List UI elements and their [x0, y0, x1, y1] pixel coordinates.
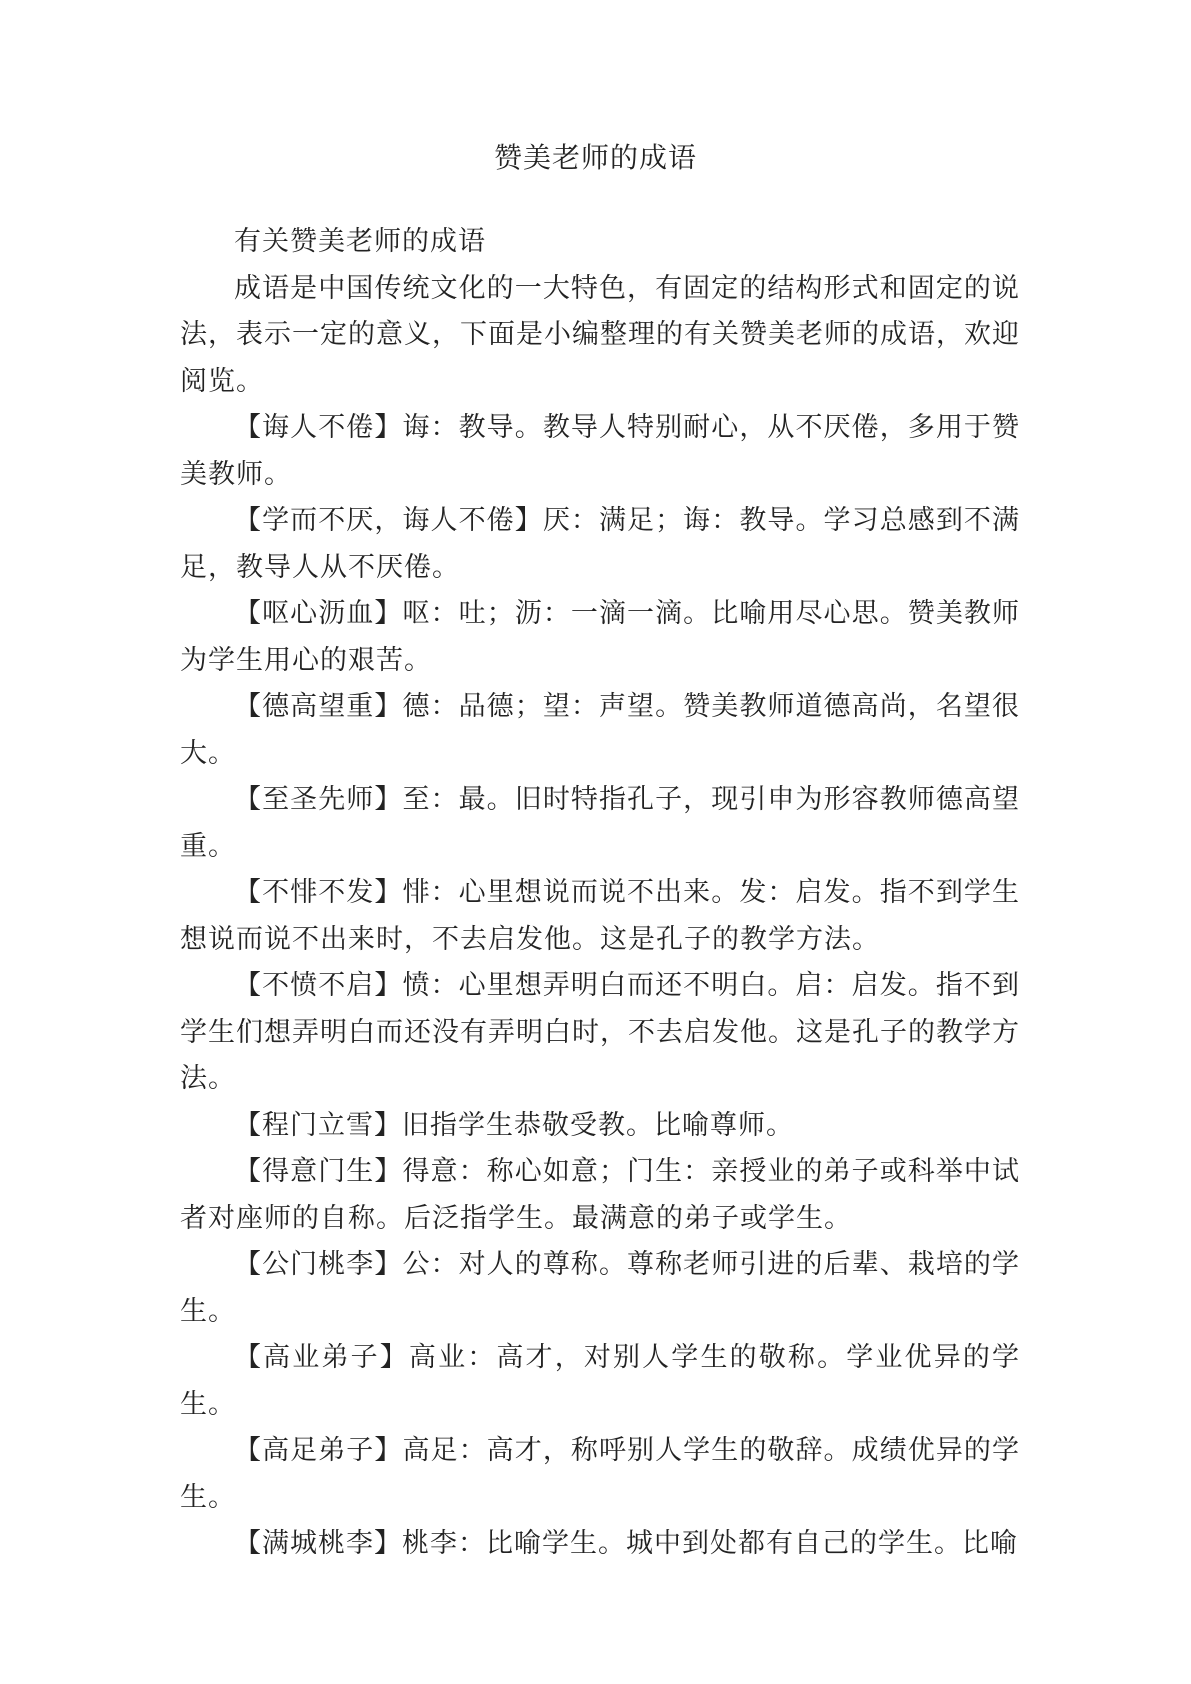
idiom-entry: 【满城桃李】桃李：比喻学生。城中到处都有自己的学生。比喻	[234, 1528, 1018, 1559]
idiom-entry: 【程门立雪】旧指学生恭敬受教。比喻尊师。	[234, 1109, 794, 1141]
idiom-entry: 【德高望重】德：品德；望：声望。赞美教师道德高尚，名望很大。	[180, 691, 1020, 769]
idiom-entry: 【高业弟子】高业：高才，对别人学生的敬称。学业优异的学生。	[180, 1342, 1020, 1420]
idiom-entry: 【高足弟子】高足：高才，称呼别人学生的敬辞。成绩优异的学生。	[180, 1435, 1020, 1513]
idiom-entry: 【公门桃李】公：对人的尊称。尊称老师引进的后辈、栽培的学生。	[180, 1249, 1020, 1327]
idiom-entry: 【诲人不倦】诲：教导。教导人特别耐心，从不厌倦，多用于赞美教师。	[180, 412, 1020, 490]
subtitle-paragraph: 有关赞美老师的成语	[234, 226, 486, 257]
idiom-entry: 【学而不厌，诲人不倦】厌：满足；诲：教导。学习总感到不满足，教导人从不厌倦。	[180, 505, 1020, 583]
idiom-entry: 【不愤不启】愤：心里想弄明白而还不明白。启：启发。指不到学生们想弄明白而还没有弄明白时，不去启发他。这是孔子的教学方法。	[180, 970, 1020, 1094]
document-body	[180, 219, 1020, 1568]
document-title: 赞美老师的成语	[493, 141, 697, 174]
idiom-entry: 【呕心沥血】呕：吐；沥：一滴一滴。比喻用尽心思。赞美教师为学生用心的艰苦。	[180, 598, 1020, 676]
intro-paragraph: 成语是中国传统文化的一大特色，有固定的结构形式和固定的说法，表示一定的意义，下面是小编整理的有关赞美老师的成语，欢迎阅览。	[180, 272, 1020, 397]
idiom-entry: 【不悱不发】悱：心里想说而说不出来。发：启发。指不到学生想说而说不出来时，不去启发他。这是孔子的教学方法。	[180, 877, 1020, 955]
idiom-entry: 【至圣先师】至：最。旧时特指孔子，现引申为形容教师德高望重。	[180, 784, 1020, 862]
idiom-entry: 【得意门生】得意：称心如意；门生：亲授业的弟子或科举中试者对座师的自称。后泛指学生。最满意的弟子或学生。	[180, 1156, 1020, 1234]
